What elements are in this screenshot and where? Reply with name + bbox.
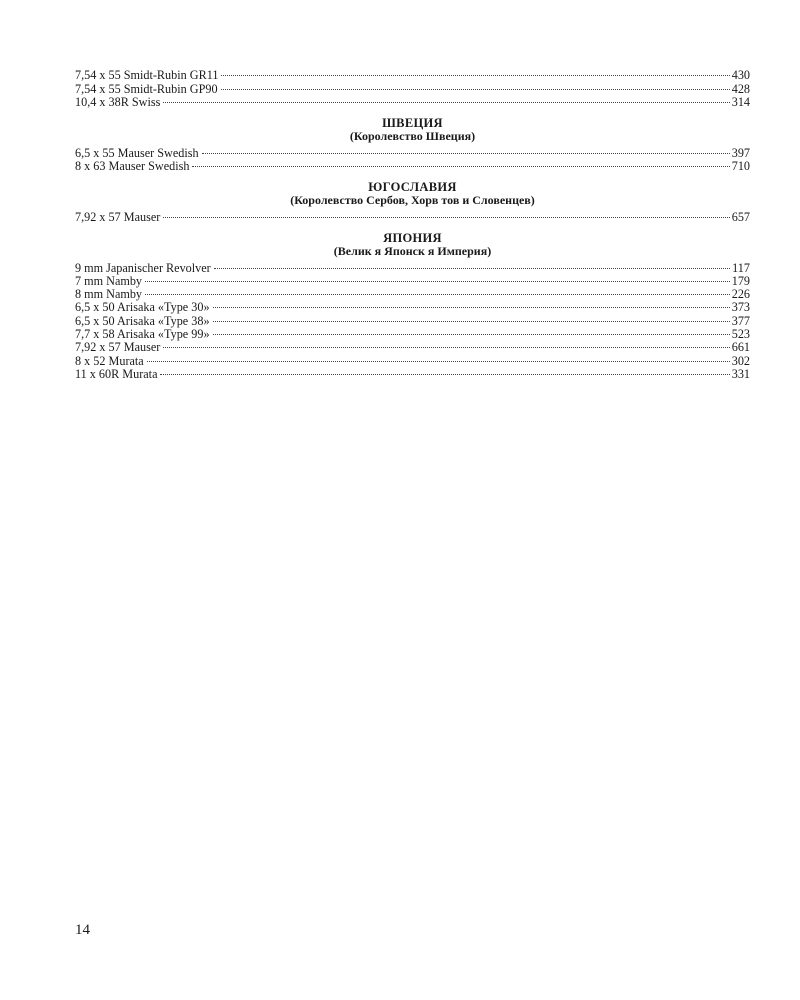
section-sweden — [75, 115, 750, 173]
entry-page: 377 — [731, 313, 750, 328]
dot-leader — [213, 325, 730, 338]
dot-leader — [163, 207, 729, 220]
entry-name: 6,5 x 55 Mauser Swedish — [75, 145, 199, 160]
dot-leader — [213, 298, 730, 311]
page-number: 14 — [75, 922, 90, 938]
entry-name: 8 x 52 Murata — [75, 353, 144, 368]
dot-leader — [213, 311, 730, 324]
entry-page: 314 — [731, 94, 750, 109]
toc-entry — [75, 93, 750, 109]
dot-leader — [221, 66, 729, 79]
dot-leader — [160, 365, 729, 378]
section-subtitle: (Королевство Сербов, Хорв тов и Словенцев) — [290, 192, 535, 207]
toc-entry — [75, 157, 750, 173]
dot-leader — [145, 285, 730, 298]
toc-entry — [75, 365, 750, 381]
dot-leader — [214, 258, 730, 271]
toc-entry — [75, 338, 750, 355]
section-japan — [75, 230, 750, 381]
toc-entry — [75, 258, 750, 275]
dot-leader — [192, 157, 729, 170]
entry-name: 8 mm Namby — [75, 287, 143, 302]
entry-page: 523 — [731, 327, 750, 342]
entry-name: 7 mm Namby — [75, 273, 143, 288]
entry-page: 302 — [731, 353, 750, 368]
section-title: ШВЕЦИЯ — [382, 115, 443, 130]
entry-page: 397 — [731, 145, 750, 160]
toc-entry — [75, 143, 750, 160]
toc-entry — [75, 311, 750, 328]
toc-continued-list — [75, 66, 750, 109]
entry-page: 430 — [731, 68, 750, 83]
section-title: ЮГОСЛАВИЯ — [368, 179, 457, 194]
section-title: ЯПОНИЯ — [383, 230, 442, 245]
entry-page: 657 — [731, 209, 750, 224]
dot-leader — [202, 143, 730, 156]
entry-name: 7,92 x 57 Mauser — [75, 340, 161, 355]
section-subtitle: (Велик я Японск я Империя) — [333, 243, 492, 258]
section-yugoslavia — [75, 179, 750, 224]
toc-entry — [75, 207, 750, 224]
toc-entry — [75, 325, 750, 342]
toc-entry — [75, 298, 750, 315]
entry-name: 7,54 x 55 Smidt-Rubin GP90 — [75, 81, 218, 96]
table-of-contents — [75, 66, 750, 381]
entry-name: 7,54 x 55 Smidt-Rubin GR11 — [75, 68, 219, 83]
entry-page: 226 — [731, 287, 750, 302]
dot-leader — [163, 93, 729, 106]
entry-name: 7,92 x 57 Mauser — [75, 209, 161, 224]
entry-page: 117 — [732, 260, 750, 275]
entry-name: 11 x 60R Murata — [75, 366, 158, 381]
dot-leader — [221, 79, 730, 92]
toc-entry — [75, 351, 750, 368]
dot-leader — [147, 351, 730, 364]
entry-name: 10,4 x 38R Swiss — [75, 94, 161, 109]
entry-page: 428 — [731, 81, 750, 96]
toc-entry — [75, 272, 750, 288]
section-subtitle: (Королевство Швеция) — [349, 128, 476, 143]
dot-leader — [145, 272, 730, 285]
entry-page: 661 — [731, 340, 750, 355]
toc-entry — [75, 285, 750, 302]
toc-entry — [75, 79, 750, 96]
entry-name: 9 mm Japanischer Revolver — [75, 260, 211, 275]
dot-leader — [163, 338, 729, 351]
entry-name: 7,7 x 58 Arisaka «Type 99» — [75, 327, 210, 342]
entry-name: 8 x 63 Mauser Swedish — [75, 158, 190, 173]
entry-page: 373 — [731, 300, 750, 315]
entry-page: 331 — [731, 366, 750, 381]
toc-entry — [75, 66, 750, 83]
entry-page: 179 — [731, 273, 750, 288]
entry-name: 6,5 x 50 Arisaka «Type 38» — [75, 313, 210, 328]
entry-name: 6,5 x 50 Arisaka «Type 30» — [75, 300, 210, 315]
entry-page: 710 — [731, 158, 750, 173]
